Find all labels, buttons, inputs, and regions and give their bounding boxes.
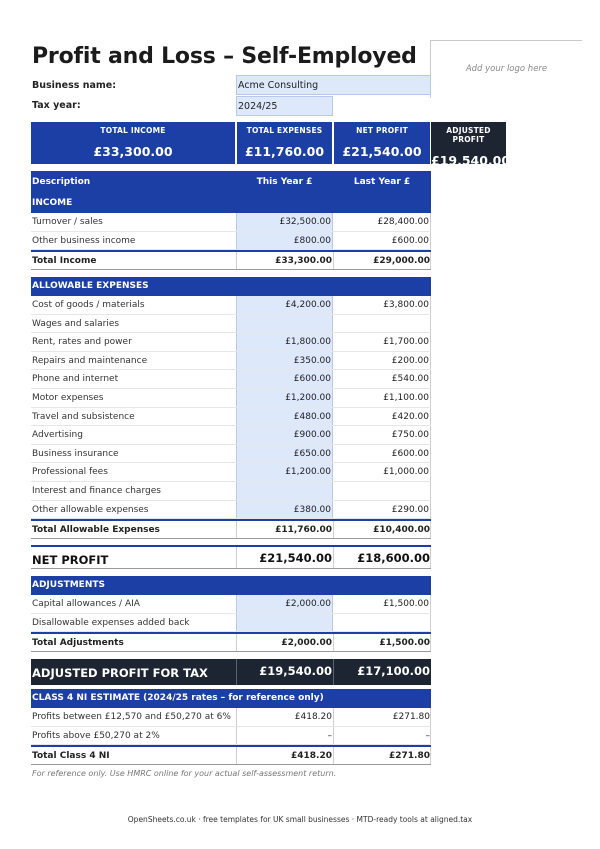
tax-year-field[interactable]: 2024/25 — [236, 96, 333, 116]
row-label: Profits above £50,270 at 2% — [32, 730, 160, 741]
row-label: Phone and internet — [32, 374, 119, 385]
header-this-year: This Year £ — [256, 177, 313, 187]
row-this-year: £418.20 — [294, 712, 332, 722]
kpi-total-income-value: £33,300.00 — [93, 144, 173, 159]
row-last-year[interactable]: £600.00 — [333, 232, 431, 250]
table-row[interactable] — [31, 463, 431, 482]
kpi-net-profit-value: £21,540.00 — [342, 144, 422, 159]
total-this-year: £33,300.00 — [275, 256, 332, 266]
row-label: Turnover / sales — [32, 217, 103, 227]
total-label: Total Income — [32, 256, 97, 266]
row-this-year[interactable]: £32,500.00 — [236, 213, 333, 231]
kpi-adjusted-profit-label: ADJUSTED PROFIT — [446, 126, 491, 144]
row-label: Other business income — [32, 235, 136, 246]
footer-credits[interactable]: OpenSheets.co.uk · free templates for UK small businesses · MTD-ready tools at aligned.tax — [127, 815, 473, 824]
table-row[interactable] — [31, 389, 431, 408]
row-label: Cost of goods / materials — [32, 300, 145, 310]
row-last-year: £271.80 — [392, 712, 430, 722]
row-last-year[interactable]: £290.00 — [333, 501, 431, 519]
row-last-year: – — [425, 730, 430, 741]
section-class4-ni: CLASS 4 NI ESTIMATE (2024/25 rates – for reference only) — [31, 689, 431, 708]
row-this-year[interactable]: £800.00 — [236, 232, 333, 250]
row-this-year[interactable]: £2,000.00 — [236, 595, 333, 613]
total-label: Total Class 4 NI — [32, 751, 110, 761]
kpi-total-expenses — [237, 122, 332, 164]
table-row[interactable] — [31, 595, 431, 614]
row-last-year[interactable]: £600.00 — [333, 445, 431, 463]
kpi-adjusted-profit — [431, 122, 511, 168]
row-this-year[interactable]: £900.00 — [236, 426, 333, 444]
adjusted-profit-row — [31, 659, 431, 685]
table-row[interactable] — [31, 370, 431, 389]
table-row[interactable] — [31, 296, 431, 315]
row-last-year[interactable]: £420.00 — [333, 408, 431, 426]
row-label: Rent, rates and power — [32, 337, 132, 348]
total-label: Total Adjustments — [32, 638, 124, 648]
tax-year-label: Tax year: — [32, 100, 81, 111]
row-this-year[interactable]: £600.00 — [236, 370, 333, 388]
reference-note: For reference only. Use HMRC online for your actual self-assessment return. — [32, 769, 337, 778]
adjusted-profit-label: ADJUSTED PROFIT FOR TAX — [32, 666, 208, 680]
row-label: Interest and finance charges — [32, 486, 161, 496]
row-last-year[interactable]: £3,800.00 — [333, 296, 431, 314]
total-adjustments-row — [31, 632, 431, 652]
row-last-year[interactable]: £1,000.00 — [333, 463, 431, 481]
net-profit-label: NET PROFIT — [32, 553, 109, 567]
total-expenses-row — [31, 519, 431, 539]
header-last-year: Last Year £ — [353, 177, 411, 187]
kpi-net-profit-label: NET PROFIT — [356, 126, 408, 135]
table-row[interactable] — [31, 445, 431, 464]
row-last-year[interactable]: £1,100.00 — [333, 389, 431, 407]
row-label: Travel and subsistence — [32, 411, 135, 422]
total-this-year: £418.20 — [291, 751, 332, 761]
row-this-year: – — [327, 730, 332, 741]
adjusted-profit-this-year: £19,540.00 — [259, 664, 332, 678]
row-label: Other allowable expenses — [32, 504, 149, 515]
section-adjustments: ADJUSTMENTS — [31, 576, 431, 595]
row-label: Wages and salaries — [32, 318, 120, 329]
kpi-total-expenses-value: £11,760.00 — [244, 144, 325, 159]
total-last-year: £1,500.00 — [379, 638, 430, 648]
row-last-year[interactable]: £540.00 — [333, 370, 431, 388]
row-last-year[interactable]: £200.00 — [333, 352, 431, 370]
row-this-year[interactable]: £650.00 — [236, 445, 333, 463]
table-row[interactable] — [31, 501, 431, 520]
section-expenses: ALLOWABLE EXPENSES — [31, 277, 431, 296]
row-label: Repairs and maintenance — [32, 355, 148, 366]
net-profit-this-year: £21,540.00 — [259, 551, 332, 565]
table-row[interactable] — [31, 482, 431, 501]
row-label: Profits between £12,570 and £50,270 at 6% — [32, 712, 231, 722]
total-income-row — [31, 250, 431, 270]
row-last-year[interactable]: £1,700.00 — [333, 333, 431, 351]
table-row[interactable] — [31, 352, 431, 371]
table-row — [31, 708, 431, 727]
logo-placeholder[interactable] — [430, 40, 582, 98]
total-class4-row — [31, 745, 431, 765]
table-row[interactable] — [31, 315, 431, 334]
row-last-year[interactable] — [333, 482, 431, 500]
total-last-year: £29,000.00 — [373, 256, 430, 266]
table-row[interactable] — [31, 408, 431, 427]
table-row[interactable] — [31, 213, 431, 232]
table-row — [31, 727, 431, 746]
kpi-total-income — [31, 122, 235, 164]
row-this-year[interactable]: £1,200.00 — [236, 463, 333, 481]
row-last-year[interactable]: £750.00 — [333, 426, 431, 444]
total-last-year: £271.80 — [389, 751, 430, 761]
table-row[interactable] — [31, 232, 431, 251]
kpi-total-expenses-label: TOTAL EXPENSES — [246, 126, 323, 135]
row-last-year[interactable]: £1,500.00 — [333, 595, 431, 613]
page-title: Profit and Loss – Self-Employed — [32, 44, 417, 69]
row-this-year[interactable]: £1,200.00 — [236, 389, 333, 407]
row-label: Disallowable expenses added back — [32, 617, 190, 628]
row-this-year[interactable]: £350.00 — [236, 352, 333, 370]
kpi-net-profit — [334, 122, 430, 164]
net-profit-row — [31, 545, 431, 569]
row-this-year[interactable] — [236, 614, 333, 632]
row-last-year[interactable]: £28,400.00 — [333, 213, 431, 231]
kpi-adjusted-profit-value: £19,540.00 — [431, 153, 511, 168]
table-header — [31, 171, 431, 195]
row-this-year[interactable]: £4,200.00 — [236, 296, 333, 314]
row-label: Capital allowances / AIA — [32, 599, 140, 609]
row-last-year[interactable] — [333, 614, 431, 632]
row-this-year[interactable]: £480.00 — [236, 408, 333, 426]
header-description: Description — [32, 177, 91, 187]
row-last-year[interactable] — [333, 315, 431, 333]
adjusted-profit-last-year: £17,100.00 — [357, 664, 430, 678]
total-this-year: £11,760.00 — [275, 525, 332, 535]
row-label: Advertising — [32, 430, 83, 441]
row-this-year[interactable] — [236, 315, 333, 333]
section-income: INCOME — [31, 194, 431, 213]
business-name-label: Business name: — [32, 80, 117, 91]
logo-placeholder-text: Add your logo here — [465, 64, 548, 74]
row-label: Business insurance — [32, 448, 119, 459]
row-this-year[interactable] — [236, 482, 333, 500]
row-this-year[interactable]: £1,800.00 — [236, 333, 333, 351]
total-label: Total Allowable Expenses — [32, 525, 160, 535]
row-label: Professional fees — [32, 467, 108, 478]
net-profit-last-year: £18,600.00 — [357, 551, 430, 565]
table-row[interactable] — [31, 333, 431, 352]
table-row[interactable] — [31, 614, 431, 633]
row-this-year[interactable]: £380.00 — [236, 501, 333, 519]
total-this-year: £2,000.00 — [281, 638, 332, 648]
total-last-year: £10,400.00 — [373, 525, 430, 535]
kpi-total-income-label: TOTAL INCOME — [100, 126, 166, 135]
table-row[interactable] — [31, 426, 431, 445]
row-label: Motor expenses — [32, 393, 104, 403]
business-name-field[interactable]: Acme Consulting — [236, 75, 431, 95]
